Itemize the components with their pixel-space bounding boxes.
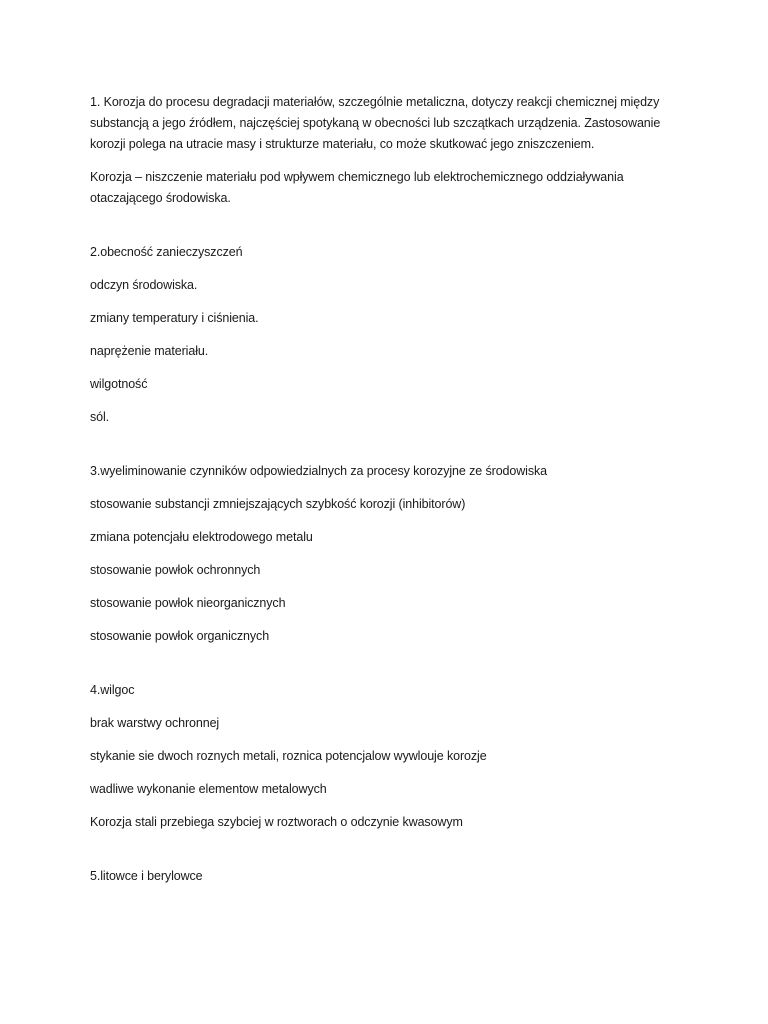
- section-4-heading: 4.wilgoc: [90, 683, 135, 697]
- section-4-item: Korozja stali przebiega szybciej w roztworach o odczynie kwasowym: [90, 815, 463, 829]
- document-content: [90, 92, 690, 899]
- section-3-heading: 3.wyeliminowanie czynników odpowiedzialnych za procesy korozyjne ze środowiska: [90, 464, 548, 478]
- section-5-heading: 5.litowce i berylowce: [90, 869, 203, 883]
- section-3-item: stosowanie powłok nieorganicznych: [90, 596, 286, 610]
- section-2-item: wilgotność: [90, 377, 148, 391]
- section-3-item: zmiana potencjału elektrodowego metalu: [90, 530, 313, 544]
- section-3-item: stosowanie powłok organicznych: [90, 629, 270, 643]
- section-3-item: stosowanie substancji zmniejszających szybkość korozji (inhibitorów): [90, 497, 466, 511]
- intro-paragraph-2: Korozja – niszczenie materiału pod wpływem chemicznego lub elektrochemicznego oddziaływania otaczającego środowiska.: [90, 170, 624, 205]
- section-2-item: zmiany temperatury i ciśnienia.: [90, 311, 259, 325]
- section-2-item: odczyn środowiska.: [90, 278, 198, 292]
- section-2-heading: 2.obecność zanieczyszczeń: [90, 245, 243, 259]
- section-2-item: naprężenie materiału.: [90, 344, 209, 358]
- intro-paragraph-1: 1. Korozja do procesu degradacji materiałów, szczególnie metaliczna, dotyczy reakcji chemicznej między substancją a jego źródłem, najczęściej spotykaną w obecności lub szczątkach urządzenia. Zastosowanie korozji polega na utracie masy i strukturze materiału, co może skutkować jego zniszczeniem.: [90, 95, 661, 151]
- section-spacer: [90, 440, 690, 461]
- section-spacer: [90, 221, 690, 242]
- section-2: [90, 242, 690, 428]
- section-spacer: [90, 845, 690, 866]
- section-3: [90, 461, 690, 647]
- section-3-item: stosowanie powłok ochronnych: [90, 563, 261, 577]
- section-5: [90, 866, 690, 887]
- section-4-item: stykanie sie dwoch roznych metali, roznica potencjalow wywlouje korozje: [90, 749, 487, 763]
- section-spacer: [90, 659, 690, 680]
- section-4: [90, 680, 690, 833]
- section-4-item: wadliwe wykonanie elementow metalowych: [90, 782, 327, 796]
- section-4-item: brak warstwy ochronnej: [90, 716, 220, 730]
- section-2-item: sól.: [90, 410, 110, 424]
